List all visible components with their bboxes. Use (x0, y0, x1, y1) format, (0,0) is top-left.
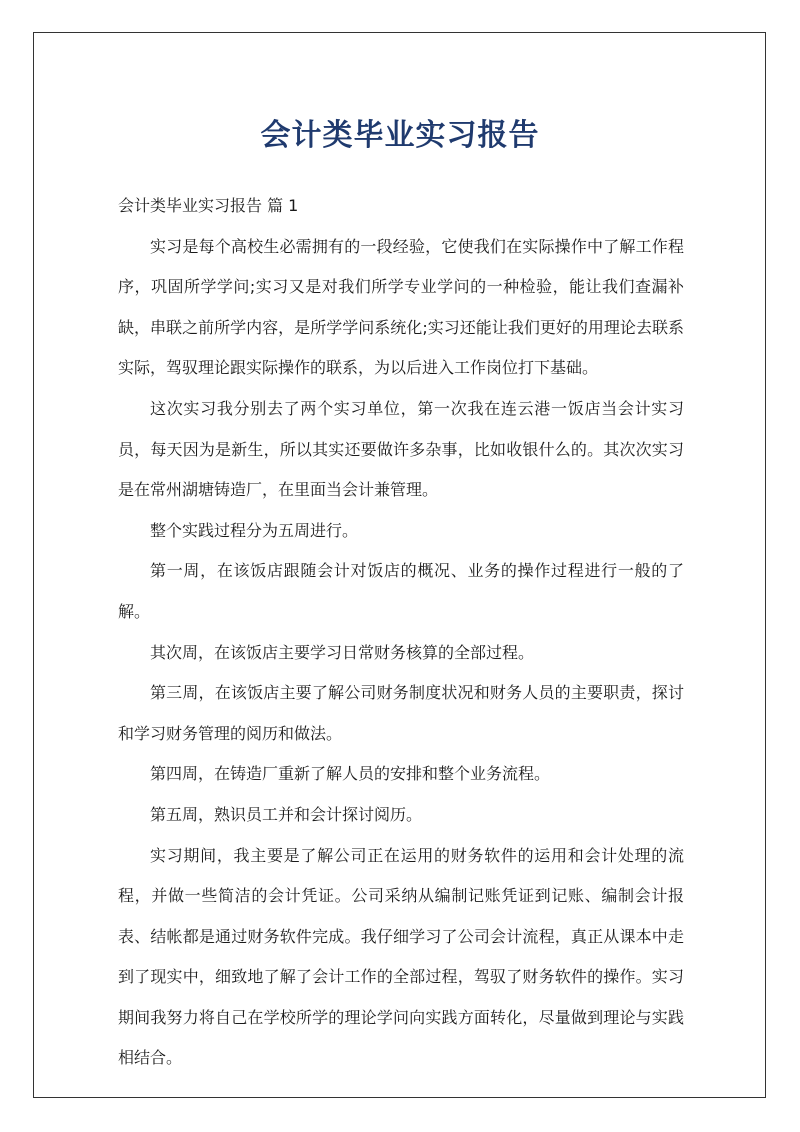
paragraph: 第四周，在铸造厂重新了解人员的安排和整个业务流程。 (150, 764, 551, 784)
paragraph: 其次周，在该饭店主要学习日常财务核算的全部过程。 (150, 642, 535, 662)
paragraph: 实习是每个高校生必需拥有的一段经验，它使我们在实际操作中了解工作程序，巩固所学学问;实习又是对我们所学专业学问的一种检验，能让我们查漏补缺，串联之前所学内容，是所学学问系统化;实习还能让我们更好的用理论去联系实际，驾驭理论跟实际操作的联系，为以后进入工作岗位打下基础。 (118, 236, 684, 378)
paragraph: 第一周，在该饭店跟随会计对饭店的概况、业务的操作过程进行一般的了解。 (118, 561, 684, 621)
paragraph: 第三周，在该饭店主要了解公司财务制度状况和财务人员的主要职责，探讨和学习财务管理的阅历和做法。 (118, 683, 684, 743)
document-title: 会计类毕业实习报告 (260, 118, 540, 153)
section-heading: 会计类毕业实习报告 篇 1 (118, 196, 299, 215)
paragraph: 整个实践过程分为五周进行。 (150, 520, 359, 540)
paragraph: 实习期间，我主要是了解公司正在运用的财务软件的运用和会计处理的流程，并做一些简洁的会计凭证。公司采纳从编制记账凭证到记账、编制会计报表、结帐都是通过财务软件完成。我仔细学习了公司会计流程，真正从课本中走到了现实中，细致地了解了会计工作的全部过程，驾驭了财务软件的操作。实习期间我努力将自己在学校所学的理论学问向实践方面转化，尽量做到理论与实践相结合。 (118, 845, 684, 1068)
paragraph: 第五周，熟识员工并和会计探讨阅历。 (150, 804, 423, 824)
paragraph: 这次实习我分别去了两个实习单位，第一次我在连云港一饭店当会计实习员，每天因为是新生，所以其实还要做许多杂事，比如收银什么的。其次次实习是在常州湖塘铸造厂，在里面当会计兼管理。 (118, 398, 684, 500)
document-body (118, 186, 684, 1079)
